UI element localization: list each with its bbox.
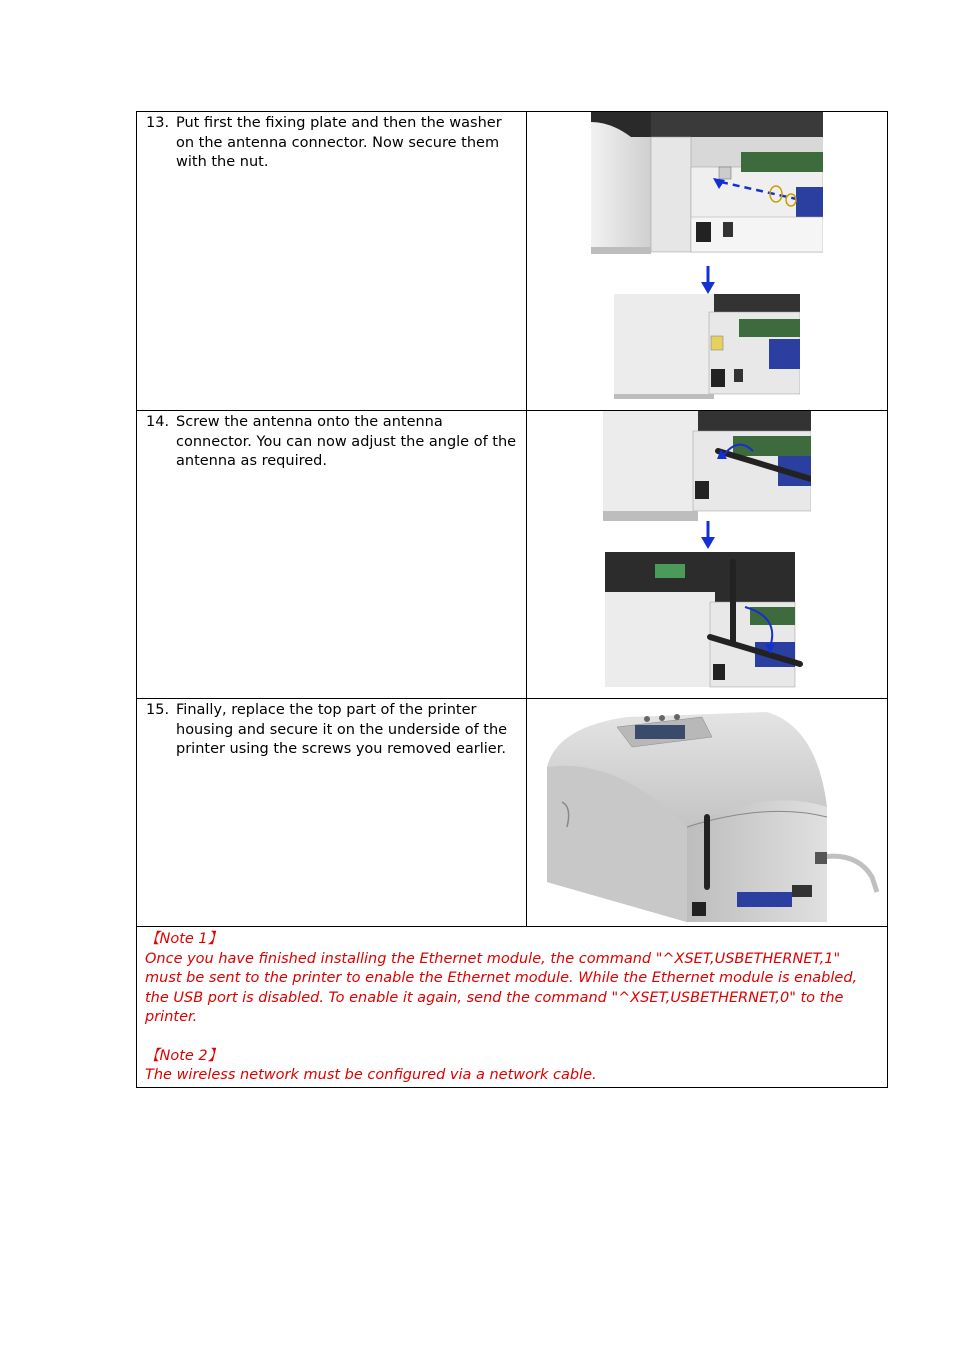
printer-back-fixing-plate-image (591, 112, 823, 262)
assembled-printer-image (537, 707, 882, 925)
down-arrow-icon (701, 521, 715, 549)
step-number: 14. (146, 414, 170, 430)
notes-cell (137, 927, 888, 1088)
step-row-14 (137, 411, 888, 699)
down-arrow-icon (701, 266, 715, 294)
step-14 (137, 411, 526, 472)
note-2-text: The wireless network must be configured via a network cable. (145, 1067, 597, 1083)
printer-antenna-screwed-image (603, 411, 811, 521)
step-number: 13. (146, 115, 170, 131)
step-15 (137, 699, 526, 760)
step-description: Put first the fixing plate and then the washer on the antenna connector. Now secure them with the nut. (176, 115, 502, 170)
note-1-title: 【Note 1】 (145, 931, 223, 947)
spacer (145, 1028, 879, 1047)
step-13 (137, 112, 526, 173)
note-1-text: Once you have finished installing the Ethernet module, the command "^XSET,USBETHERNET,1" must be sent to the printer to enable the Ethernet module. While the Ethernet module is enabled, the USB port is disabled. To enable it again, send the command "^XSET,USBETHERNET,0" to the printer. (145, 950, 858, 1025)
step-number: 15. (146, 702, 170, 718)
notes-row (137, 927, 888, 1088)
printer-antenna-adjust-image (605, 552, 805, 693)
step-row-15 (137, 699, 888, 927)
step-row-13 (137, 112, 888, 411)
step-14-illustration-cell (527, 411, 888, 699)
note-2-title: 【Note 2】 (145, 1047, 223, 1064)
step-15-illustration-cell (527, 699, 888, 927)
step-13-illustration-cell (527, 112, 888, 411)
step-description: Finally, replace the top part of the printer housing and secure it on the underside of the printer using the screws you removed earlier. (176, 702, 508, 757)
installation-steps-table (136, 111, 888, 1088)
step-text-cell (137, 411, 527, 699)
step-description: Screw the antenna onto the antenna connector. You can now adjust the angle of the antenna as required. (176, 414, 517, 469)
step-text-cell (137, 112, 527, 411)
step-text-cell (137, 699, 527, 927)
printer-back-nut-secured-image (614, 294, 800, 399)
